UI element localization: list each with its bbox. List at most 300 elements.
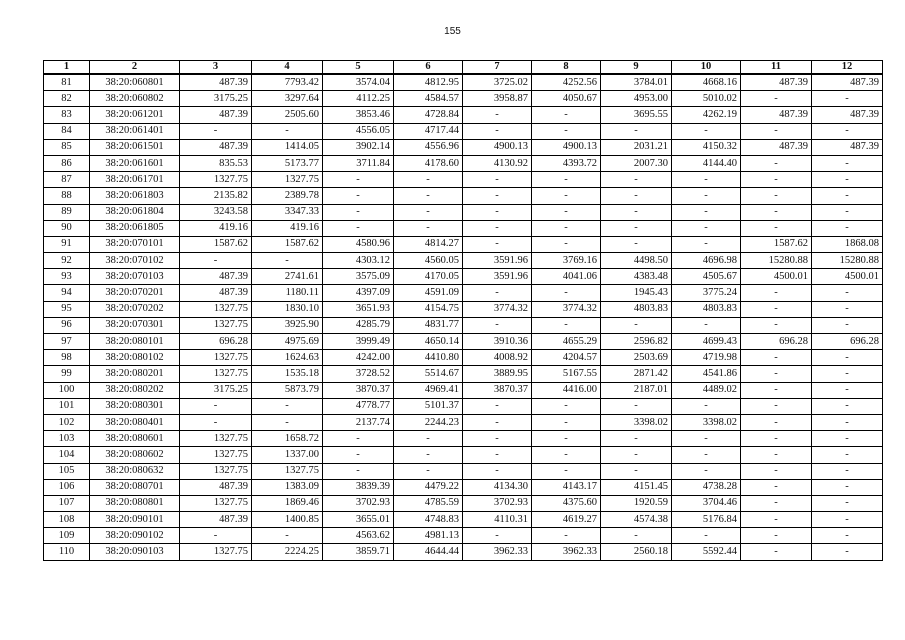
value-cell: 5873.79 — [252, 382, 323, 398]
value-cell: 4541.86 — [672, 366, 741, 382]
value-cell: - — [180, 528, 252, 544]
value-cell: - — [812, 172, 883, 188]
column-header: 3 — [180, 61, 252, 75]
value-cell: 1920.59 — [601, 495, 672, 511]
row-number-cell: 95 — [44, 301, 90, 317]
value-cell: 3398.02 — [672, 414, 741, 430]
value-cell: - — [532, 204, 601, 220]
value-cell: - — [252, 414, 323, 430]
value-cell: 4242.00 — [323, 350, 394, 366]
value-cell: 2505.60 — [252, 107, 323, 123]
row-number-cell: 97 — [44, 334, 90, 350]
column-header: 5 — [323, 61, 394, 75]
value-cell: 487.39 — [812, 107, 883, 123]
cadastral-number-cell: 38:20:061805 — [90, 220, 180, 236]
cadastral-number-cell: 38:20:090102 — [90, 528, 180, 544]
table-row — [44, 139, 883, 155]
value-cell: 1587.62 — [252, 236, 323, 252]
value-cell: - — [812, 414, 883, 430]
value-cell: 4178.60 — [394, 155, 463, 171]
value-cell: - — [601, 188, 672, 204]
value-cell: - — [532, 172, 601, 188]
table-header-row — [44, 61, 883, 75]
value-cell: 3591.96 — [463, 269, 532, 285]
table-row — [44, 447, 883, 463]
value-cell: 3725.02 — [463, 74, 532, 91]
value-cell: 3925.90 — [252, 317, 323, 333]
value-cell: - — [812, 350, 883, 366]
value-cell: - — [672, 431, 741, 447]
value-cell: 3910.36 — [463, 334, 532, 350]
table-row — [44, 253, 883, 269]
value-cell: - — [323, 220, 394, 236]
value-cell: - — [741, 447, 812, 463]
cadastral-number-cell: 38:20:080701 — [90, 479, 180, 495]
table-row — [44, 528, 883, 544]
value-cell: - — [323, 447, 394, 463]
cadastral-number-cell: 38:20:080632 — [90, 463, 180, 479]
table-row — [44, 269, 883, 285]
value-cell: 4500.01 — [812, 269, 883, 285]
value-cell: 3775.24 — [672, 285, 741, 301]
value-cell: 487.39 — [812, 74, 883, 91]
value-cell: 4262.19 — [672, 107, 741, 123]
value-cell: - — [180, 398, 252, 414]
value-cell: - — [463, 172, 532, 188]
value-cell: - — [323, 431, 394, 447]
value-cell: 1327.75 — [180, 463, 252, 479]
value-cell: 3175.25 — [180, 91, 252, 107]
cadastral-number-cell: 38:20:061201 — [90, 107, 180, 123]
value-cell: - — [672, 398, 741, 414]
column-header: 8 — [532, 61, 601, 75]
value-cell: 2135.82 — [180, 188, 252, 204]
value-cell: 2560.18 — [601, 544, 672, 560]
value-cell: 2871.42 — [601, 366, 672, 382]
column-header: 12 — [812, 61, 883, 75]
value-cell: - — [741, 301, 812, 317]
value-cell: 3774.32 — [532, 301, 601, 317]
value-cell: - — [741, 285, 812, 301]
column-header: 7 — [463, 61, 532, 75]
cadastral-number-cell: 38:20:070202 — [90, 301, 180, 317]
value-cell: 487.39 — [180, 139, 252, 155]
value-cell: - — [532, 123, 601, 139]
value-cell: - — [601, 463, 672, 479]
value-cell: 4170.05 — [394, 269, 463, 285]
value-cell: - — [741, 123, 812, 139]
row-number-cell: 85 — [44, 139, 90, 155]
row-number-cell: 110 — [44, 544, 90, 560]
value-cell: 4574.38 — [601, 512, 672, 528]
value-cell: - — [394, 172, 463, 188]
value-cell: 3962.33 — [532, 544, 601, 560]
value-cell: - — [672, 204, 741, 220]
row-number-cell: 83 — [44, 107, 90, 123]
cadastral-number-cell: 38:20:060802 — [90, 91, 180, 107]
value-cell: 1327.75 — [180, 317, 252, 333]
value-cell: - — [741, 382, 812, 398]
value-cell: - — [394, 188, 463, 204]
value-cell: - — [741, 220, 812, 236]
cadastral-number-cell: 38:20:070103 — [90, 269, 180, 285]
value-cell: 487.39 — [180, 269, 252, 285]
table-row — [44, 91, 883, 107]
value-cell: 1327.75 — [180, 350, 252, 366]
value-cell: - — [741, 317, 812, 333]
value-cell: - — [463, 285, 532, 301]
value-cell: - — [812, 463, 883, 479]
table-row — [44, 414, 883, 430]
value-cell: 4975.69 — [252, 334, 323, 350]
value-cell: 487.39 — [180, 512, 252, 528]
value-cell: 4668.16 — [672, 74, 741, 91]
cadastral-number-cell: 38:20:080801 — [90, 495, 180, 511]
value-cell: - — [741, 431, 812, 447]
value-cell: - — [180, 253, 252, 269]
column-header: 4 — [252, 61, 323, 75]
value-cell: - — [532, 188, 601, 204]
value-cell: 1658.72 — [252, 431, 323, 447]
value-cell: 1587.62 — [741, 236, 812, 252]
value-cell: 4008.92 — [463, 350, 532, 366]
value-cell: - — [252, 398, 323, 414]
value-cell: 3575.09 — [323, 269, 394, 285]
cadastral-number-cell: 38:20:061803 — [90, 188, 180, 204]
value-cell: 696.28 — [741, 334, 812, 350]
table-row — [44, 495, 883, 511]
value-cell: - — [252, 123, 323, 139]
value-cell: - — [741, 398, 812, 414]
value-cell: - — [601, 528, 672, 544]
value-cell: 1327.75 — [180, 172, 252, 188]
value-cell: 4285.79 — [323, 317, 394, 333]
value-cell: - — [463, 463, 532, 479]
cadastral-number-cell: 38:20:070201 — [90, 285, 180, 301]
value-cell: - — [394, 204, 463, 220]
cadastral-number-cell: 38:20:061804 — [90, 204, 180, 220]
row-number-cell: 89 — [44, 204, 90, 220]
cadastral-number-cell: 38:20:080101 — [90, 334, 180, 350]
value-cell: 4500.01 — [741, 269, 812, 285]
row-number-cell: 91 — [44, 236, 90, 252]
row-number-cell: 101 — [44, 398, 90, 414]
column-header: 2 — [90, 61, 180, 75]
value-cell: - — [463, 317, 532, 333]
value-cell: - — [463, 431, 532, 447]
value-cell: - — [463, 204, 532, 220]
value-cell: 487.39 — [180, 74, 252, 91]
value-cell: - — [812, 301, 883, 317]
value-cell: 3655.01 — [323, 512, 394, 528]
value-cell: 3870.37 — [323, 382, 394, 398]
value-cell: 419.16 — [252, 220, 323, 236]
value-cell: 3962.33 — [463, 544, 532, 560]
value-cell: 487.39 — [741, 139, 812, 155]
value-cell: - — [812, 495, 883, 511]
value-cell: 4953.00 — [601, 91, 672, 107]
row-number-cell: 96 — [44, 317, 90, 333]
row-number-cell: 106 — [44, 479, 90, 495]
row-number-cell: 84 — [44, 123, 90, 139]
cadastral-number-cell: 38:20:080401 — [90, 414, 180, 430]
table-row — [44, 431, 883, 447]
value-cell: 696.28 — [812, 334, 883, 350]
value-cell: - — [601, 123, 672, 139]
column-header: 10 — [672, 61, 741, 75]
value-cell: - — [741, 544, 812, 560]
table-row — [44, 236, 883, 252]
value-cell: 3704.46 — [672, 495, 741, 511]
value-cell: 15280.88 — [741, 253, 812, 269]
table-row — [44, 398, 883, 414]
row-number-cell: 109 — [44, 528, 90, 544]
value-cell: 4591.09 — [394, 285, 463, 301]
cadastral-number-cell: 38:20:070301 — [90, 317, 180, 333]
value-cell: 1327.75 — [252, 463, 323, 479]
value-cell: - — [601, 172, 672, 188]
cadastral-number-cell: 38:20:090103 — [90, 544, 180, 560]
column-header: 11 — [741, 61, 812, 75]
value-cell: - — [672, 463, 741, 479]
cadastral-number-cell: 38:20:080601 — [90, 431, 180, 447]
value-cell: 3870.37 — [463, 382, 532, 398]
value-cell: 4563.62 — [323, 528, 394, 544]
value-cell: 1414.05 — [252, 139, 323, 155]
cadastral-number-cell: 38:20:061601 — [90, 155, 180, 171]
value-cell: 2244.23 — [394, 414, 463, 430]
value-cell: - — [672, 123, 741, 139]
value-cell: 4803.83 — [601, 301, 672, 317]
value-cell: 5167.55 — [532, 366, 601, 382]
row-number-cell: 92 — [44, 253, 90, 269]
value-cell: 3769.16 — [532, 253, 601, 269]
value-cell: 2741.61 — [252, 269, 323, 285]
table-row — [44, 512, 883, 528]
data-table — [43, 60, 883, 561]
value-cell: - — [812, 447, 883, 463]
value-cell: 4134.30 — [463, 479, 532, 495]
value-cell: 3651.93 — [323, 301, 394, 317]
cadastral-number-cell: 38:20:080301 — [90, 398, 180, 414]
value-cell: - — [812, 366, 883, 382]
value-cell: - — [812, 188, 883, 204]
value-cell: 4560.05 — [394, 253, 463, 269]
value-cell: - — [394, 463, 463, 479]
table-row — [44, 366, 883, 382]
value-cell: 3774.32 — [463, 301, 532, 317]
value-cell: - — [672, 447, 741, 463]
value-cell: 3702.93 — [463, 495, 532, 511]
value-cell: 4900.13 — [463, 139, 532, 155]
value-cell: 1869.46 — [252, 495, 323, 511]
value-cell: 1327.75 — [180, 301, 252, 317]
value-cell: 4644.44 — [394, 544, 463, 560]
value-cell: 1327.75 — [180, 447, 252, 463]
value-cell: 4900.13 — [532, 139, 601, 155]
value-cell: 4505.67 — [672, 269, 741, 285]
row-number-cell: 93 — [44, 269, 90, 285]
value-cell: 419.16 — [180, 220, 252, 236]
row-number-cell: 94 — [44, 285, 90, 301]
value-cell: 4699.43 — [672, 334, 741, 350]
value-cell: - — [812, 398, 883, 414]
value-cell: 3297.64 — [252, 91, 323, 107]
value-cell: 487.39 — [741, 107, 812, 123]
value-cell: 1624.63 — [252, 350, 323, 366]
table-row — [44, 317, 883, 333]
value-cell: 2137.74 — [323, 414, 394, 430]
value-cell: - — [741, 91, 812, 107]
value-cell: 1327.75 — [180, 495, 252, 511]
value-cell: 4303.12 — [323, 253, 394, 269]
table-row — [44, 463, 883, 479]
value-cell: - — [180, 123, 252, 139]
value-cell: 5592.44 — [672, 544, 741, 560]
column-header: 9 — [601, 61, 672, 75]
table-row — [44, 334, 883, 350]
value-cell: 4778.77 — [323, 398, 394, 414]
row-number-cell: 90 — [44, 220, 90, 236]
table-row — [44, 74, 883, 91]
value-cell: - — [601, 236, 672, 252]
value-cell: 4738.28 — [672, 479, 741, 495]
value-cell: 696.28 — [180, 334, 252, 350]
row-number-cell: 102 — [44, 414, 90, 430]
cadastral-number-cell: 38:20:090101 — [90, 512, 180, 528]
row-number-cell: 107 — [44, 495, 90, 511]
value-cell: - — [672, 317, 741, 333]
value-cell: 4110.31 — [463, 512, 532, 528]
value-cell: 4812.95 — [394, 74, 463, 91]
value-cell: - — [463, 123, 532, 139]
value-cell: 4969.41 — [394, 382, 463, 398]
value-cell: 3702.93 — [323, 495, 394, 511]
value-cell: 4584.57 — [394, 91, 463, 107]
value-cell: 4719.98 — [672, 350, 741, 366]
value-cell: 487.39 — [180, 285, 252, 301]
value-cell: - — [532, 236, 601, 252]
value-cell: - — [672, 172, 741, 188]
value-cell: - — [532, 285, 601, 301]
value-cell: - — [812, 91, 883, 107]
value-cell: 5514.67 — [394, 366, 463, 382]
value-cell: - — [463, 528, 532, 544]
value-cell: - — [601, 431, 672, 447]
value-cell: - — [323, 188, 394, 204]
value-cell: 3347.33 — [252, 204, 323, 220]
value-cell: - — [323, 463, 394, 479]
value-cell: - — [252, 253, 323, 269]
value-cell: 4748.83 — [394, 512, 463, 528]
value-cell: - — [180, 414, 252, 430]
value-cell: - — [741, 155, 812, 171]
row-number-cell: 86 — [44, 155, 90, 171]
cadastral-number-cell: 38:20:061701 — [90, 172, 180, 188]
value-cell: 4728.84 — [394, 107, 463, 123]
value-cell: - — [741, 366, 812, 382]
value-cell: 1383.09 — [252, 479, 323, 495]
value-cell: 4785.59 — [394, 495, 463, 511]
value-cell: 4130.92 — [463, 155, 532, 171]
value-cell: - — [601, 220, 672, 236]
value-cell: 3999.49 — [323, 334, 394, 350]
value-cell: 1400.85 — [252, 512, 323, 528]
row-number-cell: 104 — [44, 447, 90, 463]
value-cell: 4717.44 — [394, 123, 463, 139]
value-cell: 4580.96 — [323, 236, 394, 252]
value-cell: 3574.04 — [323, 74, 394, 91]
value-cell: 4393.72 — [532, 155, 601, 171]
value-cell: 3859.71 — [323, 544, 394, 560]
value-cell: - — [741, 350, 812, 366]
table-row — [44, 107, 883, 123]
value-cell: 4252.56 — [532, 74, 601, 91]
value-cell: - — [532, 414, 601, 430]
value-cell: 1337.00 — [252, 447, 323, 463]
value-cell: - — [323, 172, 394, 188]
row-number-cell: 99 — [44, 366, 90, 382]
value-cell: 5176.84 — [672, 512, 741, 528]
value-cell: 4498.50 — [601, 253, 672, 269]
value-cell: 3728.52 — [323, 366, 394, 382]
value-cell: 4650.14 — [394, 334, 463, 350]
page-number: 155 — [444, 26, 461, 37]
cadastral-number-cell: 38:20:070101 — [90, 236, 180, 252]
value-cell: 4204.57 — [532, 350, 601, 366]
value-cell: - — [672, 220, 741, 236]
row-number-cell: 88 — [44, 188, 90, 204]
value-cell: 3398.02 — [601, 414, 672, 430]
value-cell: 487.39 — [180, 107, 252, 123]
value-cell: 5173.77 — [252, 155, 323, 171]
value-cell: 4397.09 — [323, 285, 394, 301]
value-cell: - — [601, 204, 672, 220]
value-cell: 5101.37 — [394, 398, 463, 414]
value-cell: 4696.98 — [672, 253, 741, 269]
value-cell: - — [812, 544, 883, 560]
value-cell: - — [463, 414, 532, 430]
value-cell: 3243.58 — [180, 204, 252, 220]
value-cell: - — [812, 512, 883, 528]
value-cell: - — [741, 479, 812, 495]
value-cell: 3889.95 — [463, 366, 532, 382]
table-row — [44, 479, 883, 495]
value-cell: 3695.55 — [601, 107, 672, 123]
value-cell: - — [812, 479, 883, 495]
value-cell: - — [812, 220, 883, 236]
value-cell: - — [812, 285, 883, 301]
value-cell: 4050.67 — [532, 91, 601, 107]
value-cell: - — [532, 317, 601, 333]
value-cell: - — [532, 431, 601, 447]
table-row — [44, 123, 883, 139]
value-cell: 2031.21 — [601, 139, 672, 155]
value-cell: 4489.02 — [672, 382, 741, 398]
value-cell: - — [812, 382, 883, 398]
value-cell: 3958.87 — [463, 91, 532, 107]
row-number-cell: 100 — [44, 382, 90, 398]
value-cell: 1327.75 — [252, 172, 323, 188]
value-cell: - — [741, 512, 812, 528]
cadastral-number-cell: 38:20:080102 — [90, 350, 180, 366]
value-cell: 4375.60 — [532, 495, 601, 511]
value-cell: - — [672, 188, 741, 204]
value-cell: 3902.14 — [323, 139, 394, 155]
column-header: 6 — [394, 61, 463, 75]
value-cell: - — [394, 431, 463, 447]
row-number-cell: 87 — [44, 172, 90, 188]
